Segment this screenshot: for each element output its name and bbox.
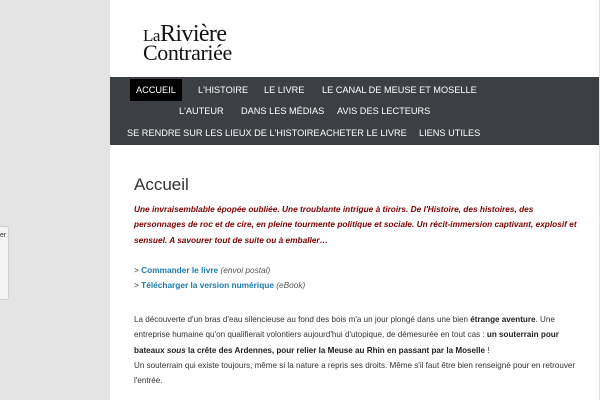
link-row-telecharger: > Télécharger la version numérique (eBook) — [134, 279, 306, 290]
nav-item-acheter[interactable]: ACHETER LE LIVRE — [320, 128, 407, 138]
body-paragraph-2: Un souterrain qui existe toujours, même si la nature a repris ses droits. Même s'il faut être bien renseigné pour en retrouver l'entrée. — [134, 360, 576, 386]
link-row-commander: > Commander le livre (envoi postal) — [134, 265, 271, 275]
nav-item-lieux[interactable]: SE RENDRE SUR LES LIEUX DE L'HISTOIRE — [127, 128, 320, 138]
page-container — [110, 0, 599, 400]
nav-item-avis[interactable]: AVIS DES LECTEURS — [337, 106, 431, 116]
ebook-note: (eBook) — [273, 279, 306, 290]
order-book-link[interactable]: Commander le livre — [141, 265, 219, 275]
order-note: (envoi postal) — [218, 265, 271, 275]
body-text: La découverte d'un bras d'eau silencieuse au fond des bois m'a un jour plongé dans une bien étrange aventure. Une entreprise humaine qu'on qualifierait volontiers aujourd'hui d'utopique, de démesurée en tout cas : un souterrain pour bateaux sous la crête des Ardennes, pour relier la Meuse au Rhin en passant par la Moselle ! Un souterrain qui existe toujours, même si la nature a repris ses droits. Même s'il faut être bien renseigné pour en retrouver l'entrée. — [134, 315, 576, 386]
nav-item-accueil[interactable]: ACCUEIL — [130, 79, 182, 101]
nav-item-medias[interactable]: DANS LES MÉDIAS — [241, 106, 325, 116]
intro-text: Une invraisemblable épopée oubliée. Une troublante intrigue à tiroirs. De l'Histoire, des histoires, des personnages de roc et de cire, en pleine tourmente politique et sociale. Un récit-immersion captivant, explosif et sensuel. A savourer tout de suite ou à emballer… — [134, 204, 577, 245]
site-logo[interactable] — [143, 22, 243, 64]
side-widget-label: er — [0, 232, 7, 239]
nav-item-liens[interactable]: LIENS UTILES — [419, 128, 481, 138]
nav-item-histoire[interactable]: L'HISTOIRE — [198, 85, 249, 95]
main-navigation — [110, 77, 599, 145]
download-ebook-link[interactable]: Télécharger la version numérique — [141, 279, 274, 290]
nav-item-canal[interactable]: LE CANAL DE MEUSE ET MOSELLE — [322, 85, 477, 95]
logo-line-2: Contrariée — [143, 40, 232, 65]
nav-item-livre[interactable]: LE LIVRE — [264, 85, 305, 95]
nav-item-auteur[interactable]: L'AUTEUR — [179, 106, 224, 116]
links-block — [134, 263, 574, 292]
page-title: Accueil — [134, 175, 189, 194]
logo-line-1: LaRivière — [143, 21, 227, 47]
